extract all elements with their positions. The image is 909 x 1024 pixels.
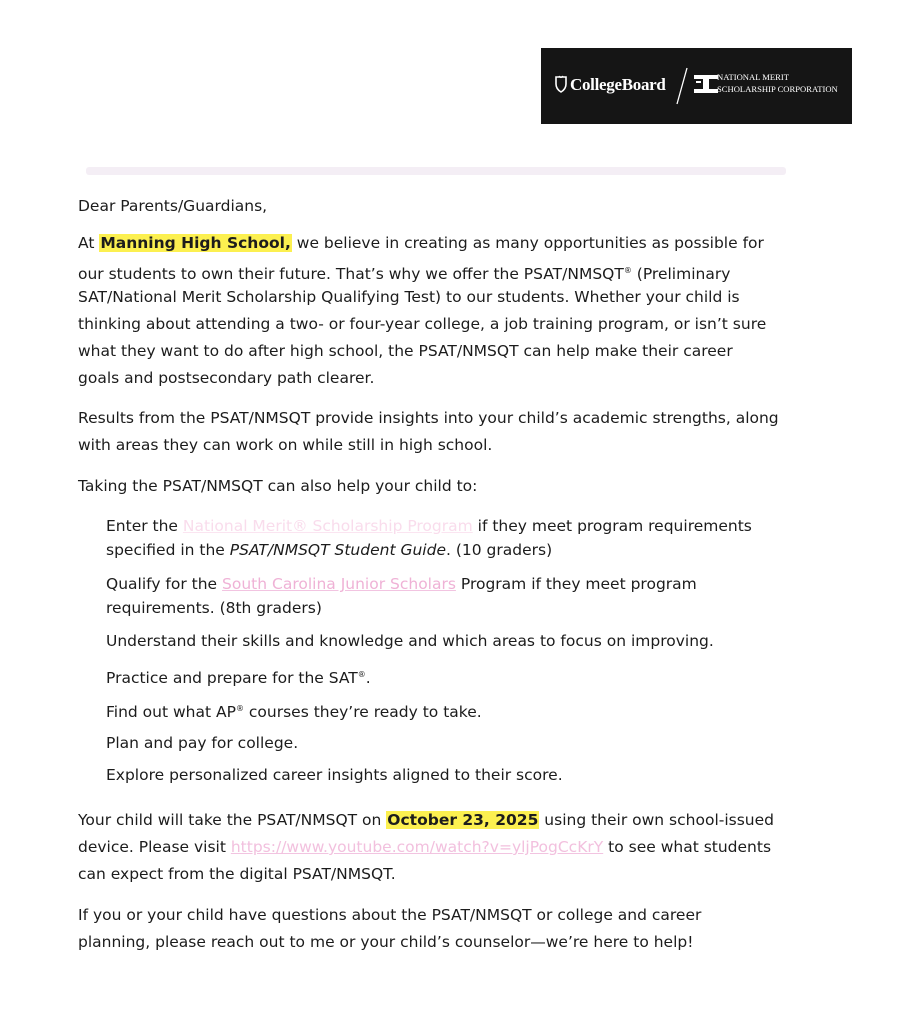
list-item-5 (106, 697, 482, 724)
collegeboard-shield-icon (554, 75, 568, 93)
test-date-line-3: can expect from the digital PSAT/NMSQT. (78, 865, 396, 883)
youtube-link[interactable]: https://www.youtube.com/watch?v=yljPogCcKrY (230, 838, 604, 856)
list-item-4 (106, 663, 371, 690)
results-line-1: Results from the PSAT/NMSQT provide insights into your child’s academic strengths, along (78, 409, 779, 427)
nmsc-line2: SCHOLARSHIP CORPORATION (717, 84, 838, 94)
results-line-2: with areas they can work on while still in high school. (78, 436, 493, 454)
list-item-3: Understand their skills and knowledge and which areas to focus on improving. (106, 632, 714, 650)
ap-registered-mark: ® (235, 704, 244, 713)
nmsc-lamp-icon (693, 72, 719, 98)
visit-lead: device. Please visit (78, 838, 231, 856)
logo-divider (675, 66, 689, 106)
item1-lead: Enter the (106, 517, 183, 535)
closing-line-1: If you or your child have questions about the PSAT/NMSQT or college and career (78, 906, 702, 924)
registered-mark: ® (623, 266, 632, 275)
faint-header-bar (86, 167, 786, 175)
collegeboard-logo-text: CollegeBoard (570, 75, 666, 94)
visit-rest: to see what students (603, 838, 772, 856)
list-item-2-line-1 (106, 572, 697, 596)
test-date-rest: using their own school-issued (539, 811, 774, 829)
sat-registered-mark: ® (357, 670, 366, 679)
intro-line-2-text: our students to own their future. That’s why we offer the PSAT/NMSQT (78, 265, 624, 284)
taking-intro: Taking the PSAT/NMSQT can also help your child to: (78, 477, 478, 495)
intro-rest: we believe in creating as many opportunities as possible for (291, 234, 764, 252)
intro-line-2-end: (Preliminary (631, 265, 731, 284)
school-name-highlight: Manning High School, (100, 234, 291, 252)
item4-text: Practice and prepare for the SAT (106, 669, 358, 688)
list-item-2-line-2: requirements. (8th graders) (106, 599, 322, 617)
logo-band (541, 48, 852, 124)
list-item-1-line-2 (106, 538, 552, 562)
test-date-line-1 (78, 807, 774, 834)
intro-line-5: what they want to do after high school, the PSAT/NMSQT can help make their career (78, 342, 733, 360)
item2-lead: Qualify for the (106, 575, 223, 593)
test-date-highlight: October 23, 2025 (387, 811, 539, 829)
item1-rest: if they meet program requirements (472, 517, 752, 535)
intro-line-1 (78, 230, 764, 257)
item1-line2-lead: specified in the (106, 541, 230, 559)
intro-line-6: goals and postsecondary path clearer. (78, 369, 375, 387)
item5-rest: courses they’re ready to take. (243, 703, 482, 722)
student-guide-title: PSAT/NMSQT Student Guide (229, 541, 446, 559)
sc-junior-scholars-link[interactable]: South Carolina Junior Scholars (222, 575, 456, 593)
intro-line-4: thinking about attending a two- or four-year college, a job training program, or isn’t sure (78, 315, 767, 333)
item1-line2-end: . (10 graders) (445, 541, 553, 559)
nmsc-logo-text (717, 71, 838, 95)
list-item-1-line-1 (106, 514, 752, 538)
item2-rest: Program if they meet program (455, 575, 697, 593)
intro-line-3: SAT/National Merit Scholarship Qualifying Test) to our students. Whether your child is (78, 288, 740, 306)
greeting: Dear Parents/Guardians, (78, 197, 268, 215)
national-merit-link[interactable]: National Merit® Scholarship Program (182, 517, 473, 535)
item5-lead: Find out what AP (106, 703, 236, 722)
item4-end: . (365, 669, 371, 688)
nmsc-line1: NATIONAL MERIT (717, 72, 790, 82)
test-date-lead: Your child will take the PSAT/NMSQT on (78, 811, 387, 829)
test-date-line-2 (78, 834, 771, 861)
list-item-6: Plan and pay for college. (106, 734, 299, 752)
intro-lead: At (78, 234, 100, 252)
list-item-7: Explore personalized career insights aligned to their score. (106, 766, 563, 784)
closing-line-2: planning, please reach out to me or your child’s counselor—we’re here to help! (78, 933, 694, 951)
